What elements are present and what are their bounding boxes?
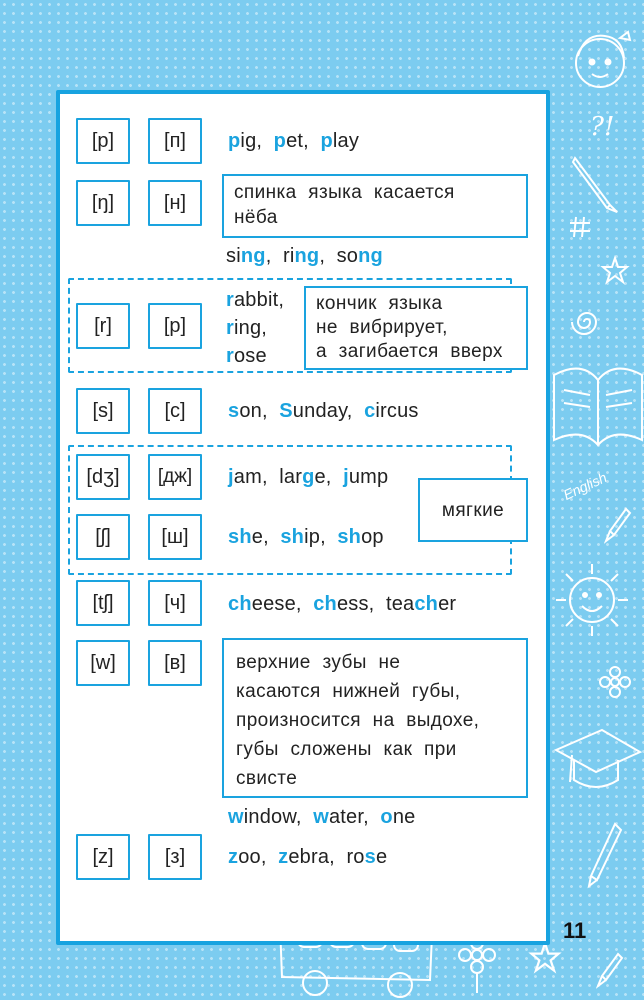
brush-doodle-bottom [596,950,626,990]
pen-doodle [585,820,625,890]
page-number: 11 [563,918,587,943]
ipa-symbol-sh: [ʃ] [76,514,130,560]
pronunciation-note-w: верхние зубы не касаются нижней губы, произносится на выдохе, губы сложены как при свисте [222,638,528,798]
ipa-symbol-p: [p] [76,118,130,164]
ipa-symbol-ng: [ŋ] [76,180,130,226]
open-book-doodle [552,355,644,455]
cyrillic-symbol-z: [з] [148,834,202,880]
example-words-s: son, Sunday, circus [228,400,419,422]
cyrillic-symbol-dz: [дж] [148,454,202,500]
pencil-doodle [565,150,625,220]
pronunciation-note-r: кончик языка не вибрирует, а загибается вверх [304,286,528,370]
brush-doodle [604,505,634,545]
english-sticker-doodle: English [560,469,610,503]
ipa-symbol-s: [s] [76,388,130,434]
cyrillic-symbol-r: [р] [148,303,202,349]
cyrillic-symbol-s: [с] [148,388,202,434]
example-words-sh: she, ship, shop [228,526,384,548]
star-doodle-bottom [528,940,562,974]
example-words-tsh: cheese, chess, teacher [228,593,457,615]
ipa-symbol-w: [w] [76,640,130,686]
ipa-symbol-z: [z] [76,834,130,880]
example-words-r: rabbit, ring, rose [226,289,285,367]
girl-face-doodle [560,18,640,98]
hash-doodle [568,215,592,239]
example-words-ng: sing, ring, song [226,245,383,267]
pronunciation-note-ng: спинка языка касается нёба [222,174,528,238]
sun-smiley-doodle [552,560,632,640]
cyrillic-symbol-ng: [н] [148,180,202,226]
example-words-z: zoo, zebra, rose [228,846,388,868]
cyrillic-symbol-tsh: [ч] [148,580,202,626]
ipa-symbol-tsh: [tʃ] [76,580,130,626]
cyrillic-symbol-sh: [ш] [148,514,202,560]
example-words-dz: jam, large, jump [228,466,389,488]
punctuation-doodle: ?! [590,112,615,142]
spiral-doodle [570,305,604,339]
cyrillic-symbol-w: [в] [148,640,202,686]
star-doodle [600,255,630,285]
cyrillic-symbol-p: [п] [148,118,202,164]
soft-sounds-note: мягкие [418,478,528,542]
graduation-cap-doodle [552,710,642,800]
example-words-w: window, water, one [228,806,416,828]
ipa-symbol-r: [r] [76,303,130,349]
flower-doodle [598,665,632,699]
example-words-p: pig, pet, play [228,130,360,152]
ipa-symbol-dz: [dʒ] [76,454,130,500]
